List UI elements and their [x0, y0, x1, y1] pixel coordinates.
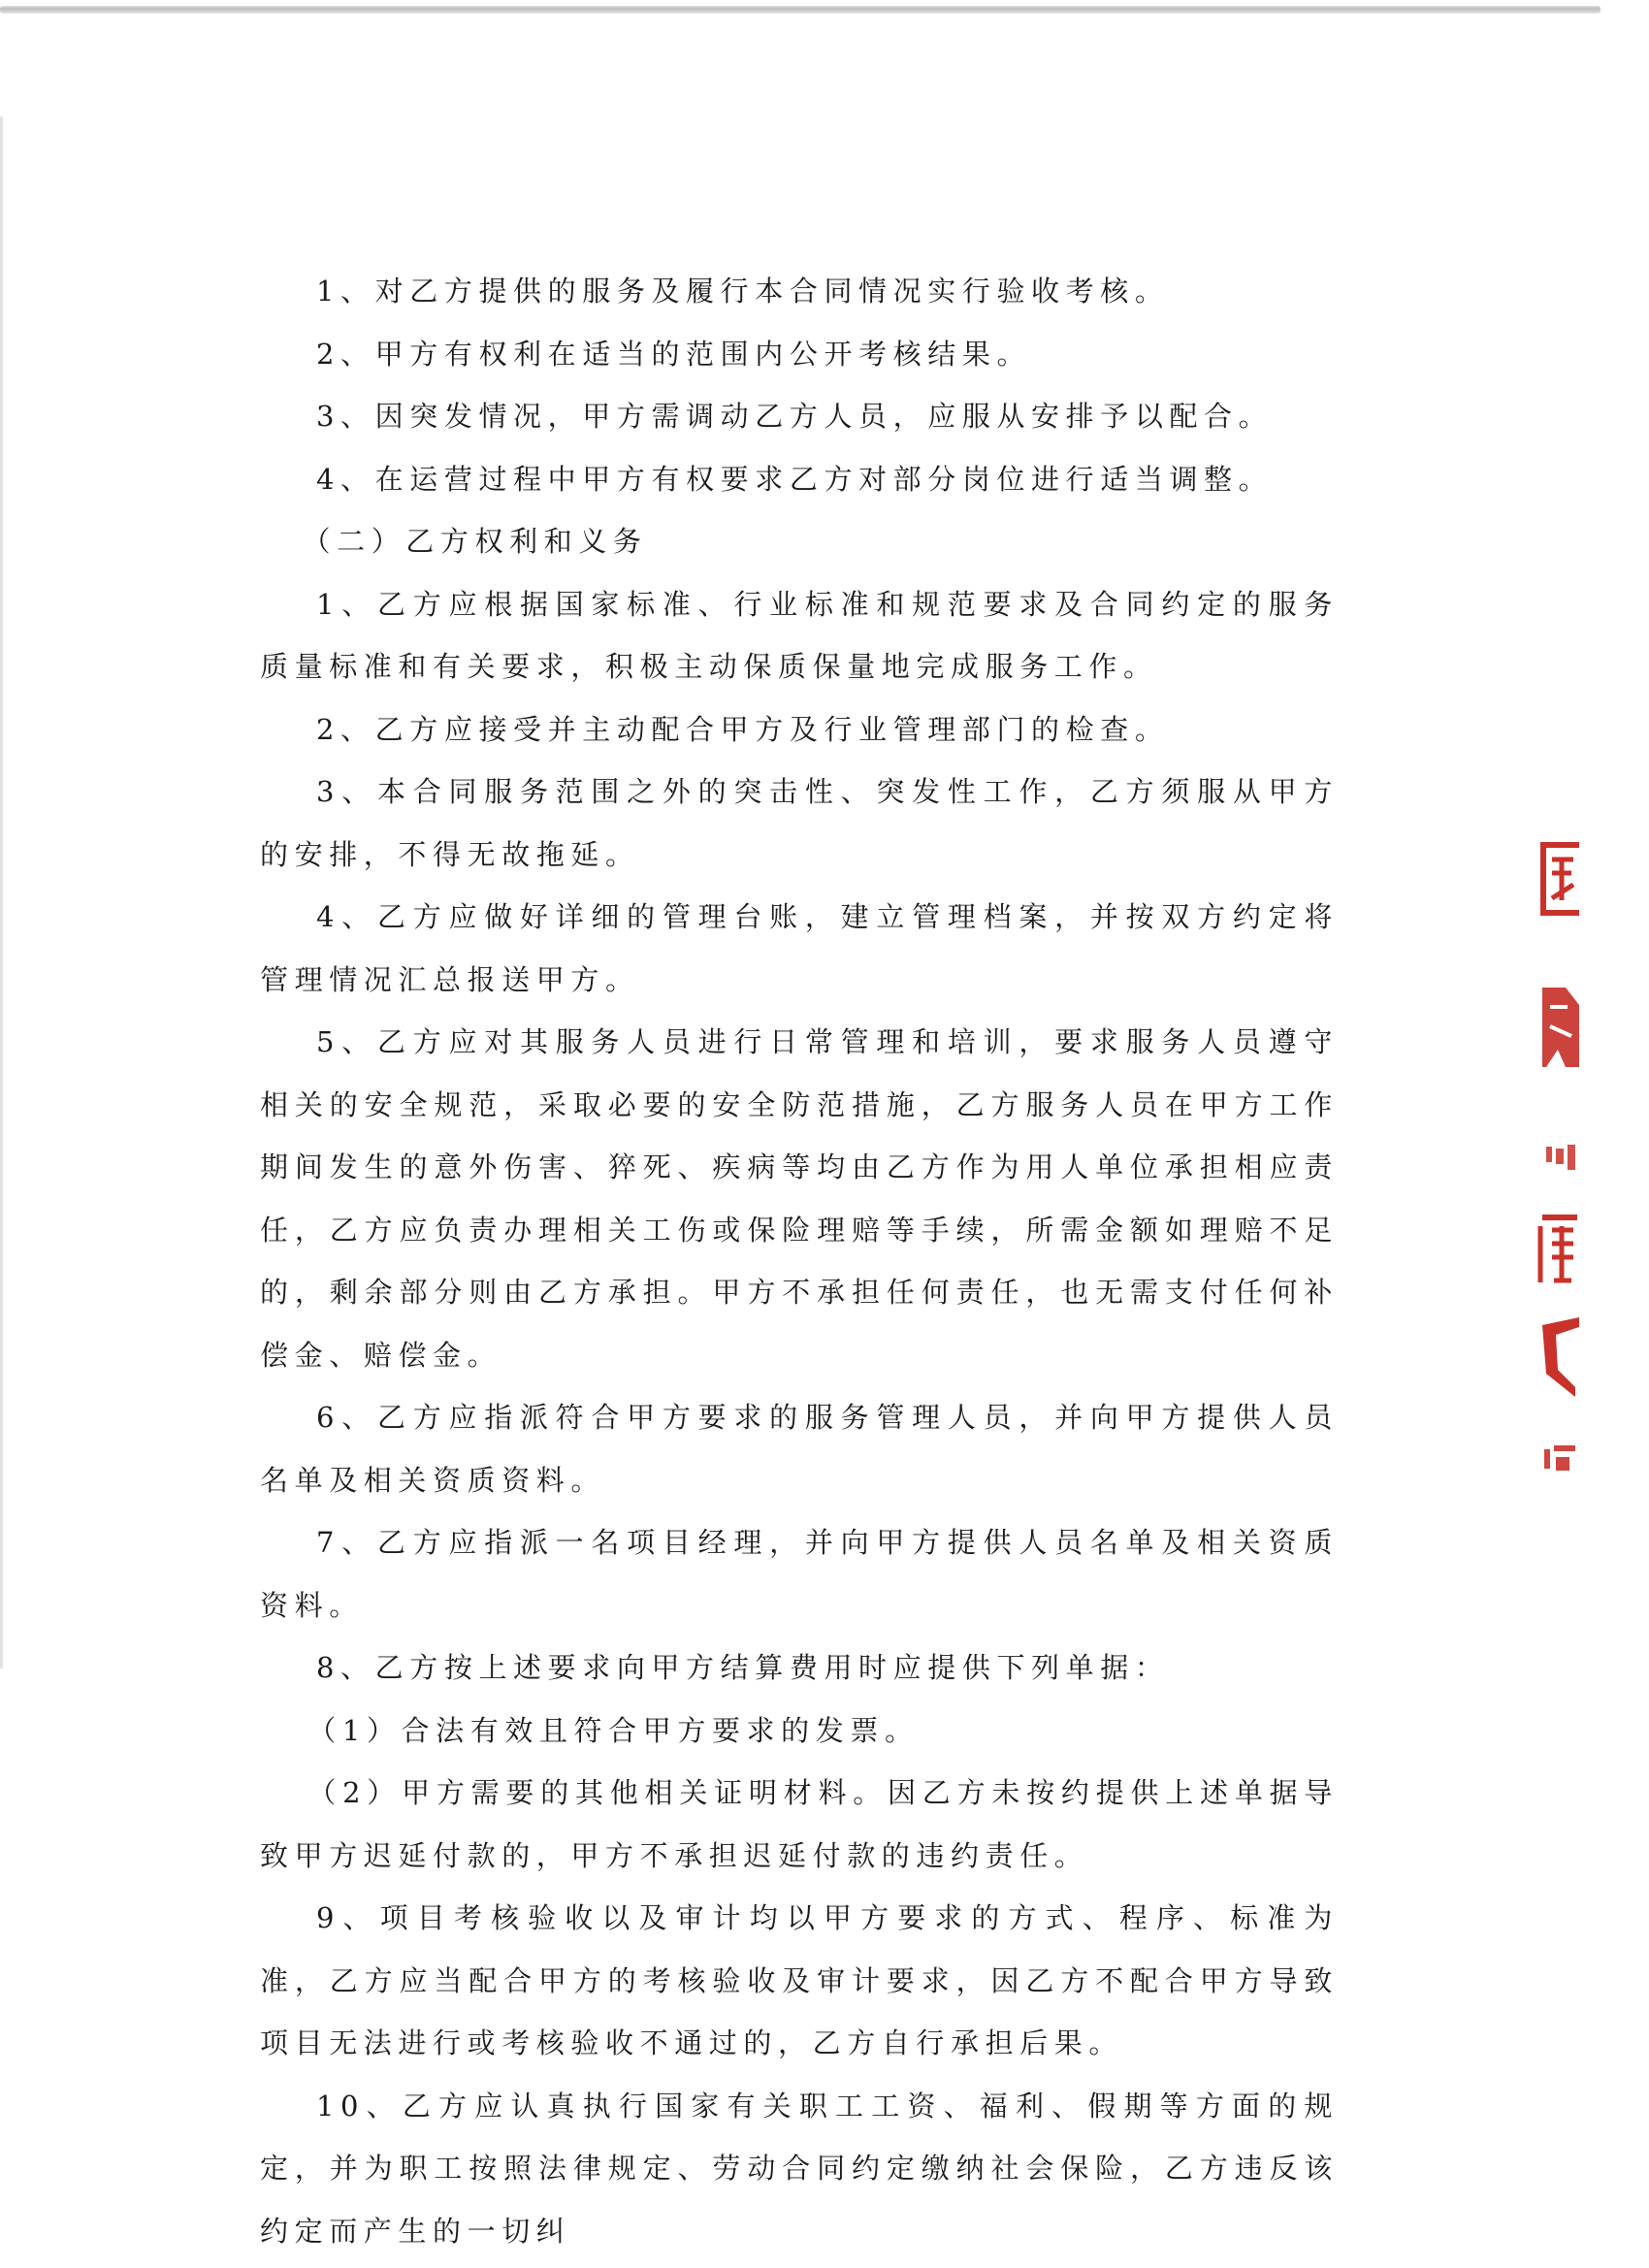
- clause-yi-3: 3、本合同服务范围之外的突击性、突发性工作，乙方须服从甲方的安排，不得无故拖延。: [260, 775, 1339, 871]
- clause-jia-1: 1、对乙方提供的服务及履行本合同情况实行验收考核。: [316, 275, 1170, 308]
- clause-yi-7: 7、乙方应指派一名项目经理，并向甲方提供人员名单及相关资质资料。: [260, 1526, 1339, 1622]
- clause-jia-3: 3、因突发情况，甲方需调动乙方人员，应服从安排予以配合。: [316, 400, 1274, 433]
- clause-yi-9: 9、项目考核验收以及审计均以甲方要求的方式、程序、标准为准，乙方应当配合甲方的考核验收及审计要求，因乙方不配合甲方导致项目无法进行或考核验收不通过的，乙方自行承担后果。: [260, 1901, 1339, 2059]
- clause-jia-4: 4、在运营过程中甲方有权要求乙方对部分岗位进行适当调整。: [316, 462, 1274, 496]
- clause-yi-8-sub-1: （1）合法有效且符合甲方要求的发票。: [307, 1713, 920, 1747]
- scan-edge-left: [0, 116, 3, 1669]
- clause-yi-10: 10、乙方应认真执行国家有关职工工资、福利、假期等方面的规定，并为职工按照法律规定、劳动合同约定缴纳社会保险，乙方违反该约定而产生的一切纠: [260, 2089, 1339, 2248]
- clause-yi-4: 4、乙方应做好详细的管理台账，建立管理档案，并按双方约定将管理情况汇总报送甲方。: [260, 900, 1339, 996]
- clause-yi-1: 1、乙方应根据国家标准、行业标准和规范要求及合同约定的服务质量标准和有关要求，积极主动保质保量地完成服务工作。: [260, 587, 1339, 683]
- seam-seal-stamp: [1536, 842, 1583, 1482]
- clause-yi-8-sub-2: （2）甲方需要的其他相关证明材料。因乙方未按约提供上述单据导致甲方迟延付款的，甲方不承担迟延付款的违约责任。: [260, 1776, 1339, 1872]
- clause-jia-2: 2、甲方有权利在适当的范围内公开考核结果。: [316, 337, 1032, 371]
- clause-yi-5: 5、乙方应对其服务人员进行日常管理和培训，要求服务人员遵守相关的安全规范，采取必要的安全防范措施，乙方服务人员在甲方工作期间发生的意外伤害、猝死、疾病等均由乙方作为用人单位承担相应责任，乙方应负责办理相关工伤或保险理赔等手续，所需金额如理赔不足的，剩余部分则由乙方承担。甲方不承担任何责任，也无需支付任何补偿金、赔偿金。: [260, 1025, 1339, 1372]
- section-heading-yi: （二）乙方权利和义务: [302, 525, 648, 558]
- clause-yi-6: 6、乙方应指派符合甲方要求的服务管理人员，并向甲方提供人员名单及相关资质资料。: [260, 1401, 1339, 1497]
- clause-yi-2: 2、乙方应接受并主动配合甲方及行业管理部门的检查。: [316, 712, 1170, 746]
- scan-edge-top: [0, 6, 1600, 14]
- contract-body: [260, 260, 1339, 2262]
- seal-fragment-graphic: [1536, 842, 1583, 1482]
- clause-yi-8: 8、乙方按上述要求向甲方结算费用时应提供下列单据：: [316, 1651, 1170, 1684]
